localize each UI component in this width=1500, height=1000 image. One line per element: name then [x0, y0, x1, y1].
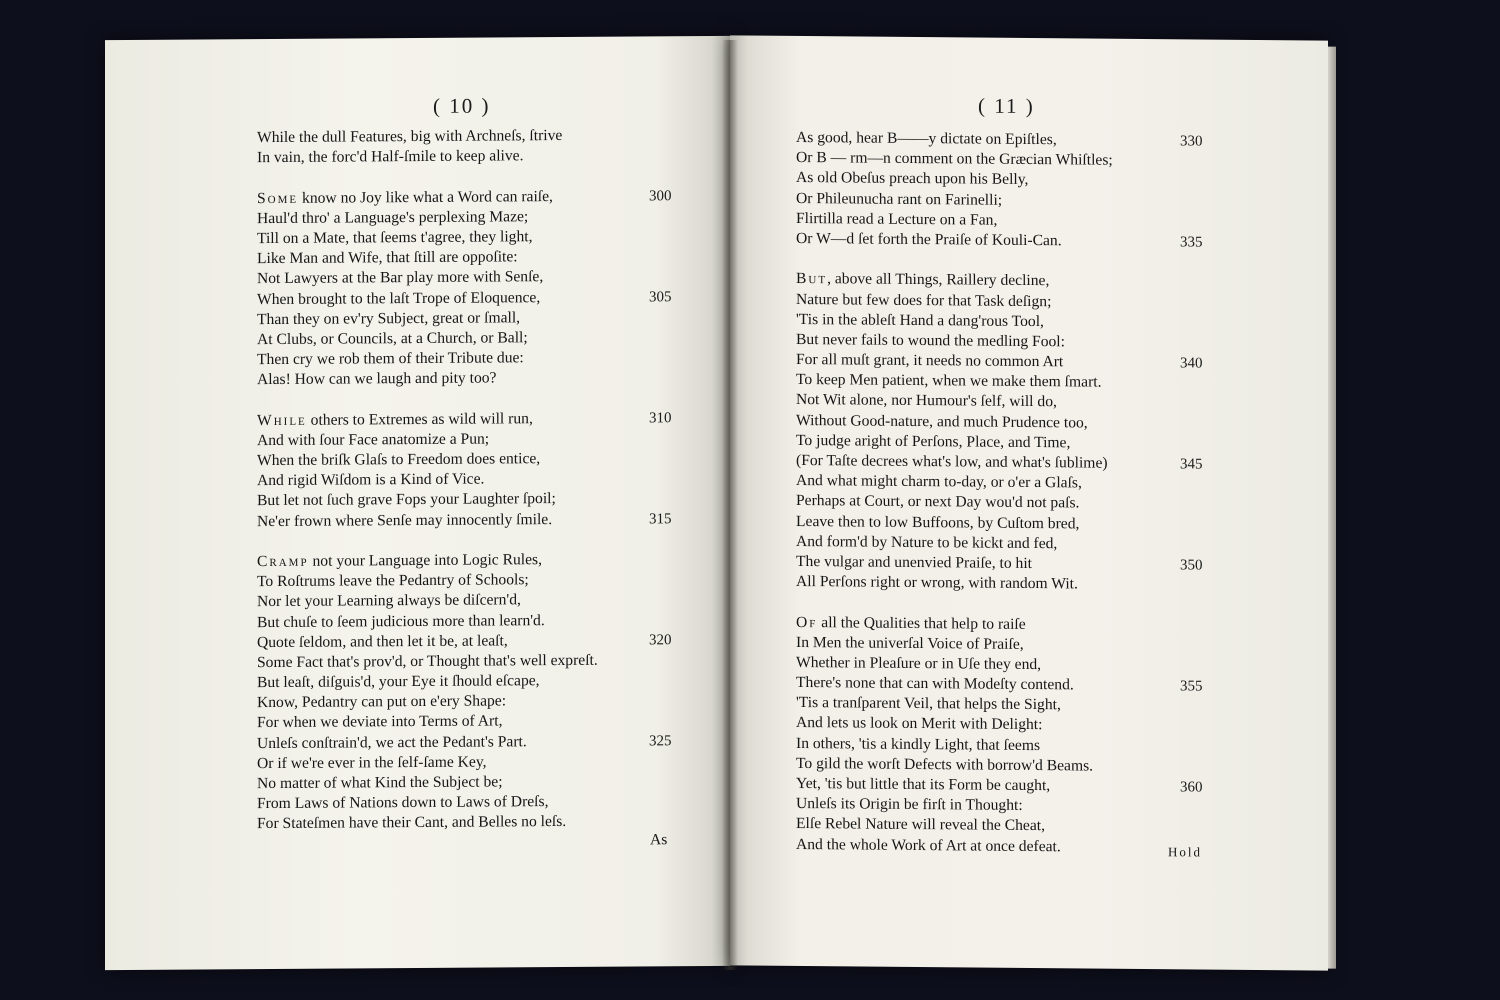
verse-text: Alas! How can we laugh and pity too? [257, 369, 497, 389]
verse-text: Unleſs its Origin be firſt in Thought: [796, 795, 1023, 815]
verse-text: All Perſons right or wrong, with random Wit. [796, 573, 1078, 593]
verse-text: Perhaps at Court, or next Day wou'd not paſs. [796, 492, 1080, 512]
verse-text: But never fails to wound the medling Fool: [796, 330, 1065, 351]
verse-text: But leaſt, diſguis'd, your Eye it ſhould eſcape, [257, 672, 540, 692]
verse-text: all the Qualities that help to raiſe [817, 613, 1026, 633]
verse-text: No matter of what Kind the Subject be; [257, 773, 503, 793]
verse-text: To gild the worſt Defects with borrow'd Beams. [796, 754, 1094, 775]
verse-text: Leave then to low Buffoons, by Cuſtom bred, [796, 512, 1080, 533]
verse-text: For Stateſmen have their Cant, and Belles no leſs. [257, 813, 567, 833]
verse-text: The vulgar and unenvied Praiſe, to hit [796, 552, 1033, 572]
verse-text: Or W—d ſet forth the Praiſe of Kouli-Can. [796, 229, 1062, 250]
verse-text: Whether in Pleaſure or in Uſe they end, [796, 653, 1042, 673]
verse-text: But chuſe to ſeem judicious more than learn'd. [257, 611, 545, 631]
verse-text: Then cry we rob them of their Tribute due: [257, 349, 524, 369]
verse-text: Know, Pedantry can put on e'ery Shape: [257, 692, 507, 712]
verse-text: In Men the univerſal Voice of Praiſe, [796, 633, 1024, 653]
verse-text: (For Taſte decrees what's low, and what's ſublime) [796, 451, 1108, 472]
verse-block [257, 125, 677, 834]
stanza-lead-word: Some [257, 189, 299, 207]
verse-text: , above all Things, Raillery decline, [827, 270, 1050, 290]
line-number: 345 [1180, 456, 1203, 473]
verse-line [257, 812, 677, 835]
stanza-lead-word: But [796, 270, 828, 288]
page-number: ( 10 ) [433, 93, 491, 118]
verse-text: And form'd by Nature to be kickt and fed, [796, 532, 1058, 552]
verse-text: Quote ſeldom, and then let it be, at leaſt, [257, 632, 508, 651]
verse-text: Not Wit alone, nor Humour's ſelf, will do, [796, 391, 1057, 411]
line-number: 305 [649, 288, 672, 305]
verse-text: know no Joy like what a Word can raiſe, [298, 187, 553, 207]
verse-text: To judge aright of Perſons, Place, and Time, [796, 431, 1071, 452]
line-number: 310 [649, 409, 672, 427]
verse-text: From Laws of Nations down to Laws of Dreſs, [257, 793, 549, 813]
line-number: 315 [649, 510, 672, 527]
verse-text: others to Extremes as wild will run, [306, 409, 533, 429]
line-number: 360 [1180, 779, 1203, 796]
verse-text: Flirtilla read a Lecture on a Fan, [796, 209, 998, 229]
verse-text: Without Good-nature, and much Prudence too, [796, 411, 1088, 432]
verse-text: And with ſour Face anatomize a Pun; [257, 430, 490, 449]
line-number: 340 [1180, 355, 1203, 372]
verse-text: Till on a Mate, that ſeems t'agree, they light, [257, 228, 533, 248]
stanza-lead-word: While [257, 411, 307, 429]
verse-text: Yet, 'tis but little that its Form be caught, [796, 774, 1051, 795]
verse-text: Unleſs conſtrain'd, we act the Pedant's Part. [257, 732, 527, 752]
verse-text: At Clubs, or Councils, at a Church, or Ball; [257, 329, 528, 348]
verse-text: When the briſk Glaſs to Freedom does entice, [257, 450, 541, 470]
verse-text: And lets us look on Merit with Delight: [796, 714, 1043, 734]
verse-text: To Roſtrums leave the Pedantry of Schools; [257, 571, 529, 591]
left-page [105, 36, 730, 970]
verse-text: Or B — rm—n comment on the Græcian Whiſtles; [796, 149, 1113, 169]
verse-text: Elſe Rebel Nature will reveal the Cheat, [796, 815, 1045, 835]
verse-text: Nature but few does for that Task deſign; [796, 290, 1052, 310]
verse-text: To keep Men patient, when we make them ſmart. [796, 371, 1102, 391]
right-page [730, 35, 1328, 970]
book-spread [100, 30, 1340, 975]
verse-text: 'Tis in the ableſt Hand a dang'rous Tool, [796, 310, 1044, 330]
verse-text: Than they on ev'ry Subject, great or ſmall, [257, 308, 521, 328]
line-number: 355 [1180, 678, 1203, 695]
line-number: 350 [1180, 557, 1203, 574]
verse-text: And what might charm to-day, or o'er a Glaſs, [796, 472, 1082, 492]
verse-text: Ne'er frown where Senſe may innocently ſmile. [257, 510, 553, 530]
page-edge [1328, 47, 1336, 969]
verse-text: Some Fact that's prov'd, or Thought that's well expreſt. [257, 651, 598, 671]
verse-text: As old Obeſus preach upon his Belly, [796, 169, 1029, 189]
verse-text: Haul'd thro' a Language's perplexing Maze; [257, 207, 529, 227]
line-number: 300 [649, 187, 672, 204]
stanza-lead-word: Of [796, 613, 818, 631]
catchword: As [650, 831, 668, 849]
verse-text: Like Man and Wife, that ſtill are oppoſite: [257, 248, 518, 268]
verse-text: When brought to the laſt Trope of Eloquence, [257, 288, 541, 308]
verse-text: Not Lawyers at the Bar play more with Senſe, [257, 268, 544, 288]
verse-text: In vain, the forc'd Half-ſmile to keep alive. [257, 147, 524, 167]
line-number: 335 [1180, 234, 1203, 251]
book-gutter [722, 40, 738, 970]
verse-text: And the whole Work of Art at once defeat. [796, 835, 1061, 855]
verse-text: While the dull Features, big with Archneſs, ſtrive [257, 126, 563, 147]
verse-text: Or Phileunucha rant on Farinelli; [796, 189, 1003, 209]
line-number: 330 [1180, 133, 1203, 150]
verse-text: In others, 'tis a kindly Light, that ſeems [796, 734, 1041, 754]
stanza-lead-word: Cramp [257, 552, 309, 571]
verse-text: But let not ſuch grave Fops your Laughter ſpoil; [257, 490, 556, 510]
verse-text: And rigid Wiſdom is a Kind of Vice. [257, 470, 485, 490]
catchword: Hold [1168, 844, 1202, 860]
verse-text: Nor let your Learning always be diſcern'd, [257, 591, 521, 611]
verse-text: For when we deviate into Terms of Art, [257, 712, 503, 732]
verse-text: There's none that can with Modeſty contend. [796, 674, 1074, 694]
verse-text: 'Tis a tranſparent Veil, that helps the Sight, [796, 694, 1061, 714]
verse-text: Or if we're ever in the ſelf-ſame Key, [257, 753, 487, 772]
verse-block [796, 128, 1236, 859]
line-number: 325 [649, 732, 672, 750]
verse-text: As good, hear B——y dictate on Epiſtles, [796, 128, 1057, 149]
page-number: ( 11 ) [978, 93, 1035, 119]
verse-text: not your Language into Logic Rules, [308, 551, 543, 570]
line-number: 320 [649, 631, 672, 649]
verse-text: For all muſt grant, it needs no common Art [796, 351, 1064, 371]
